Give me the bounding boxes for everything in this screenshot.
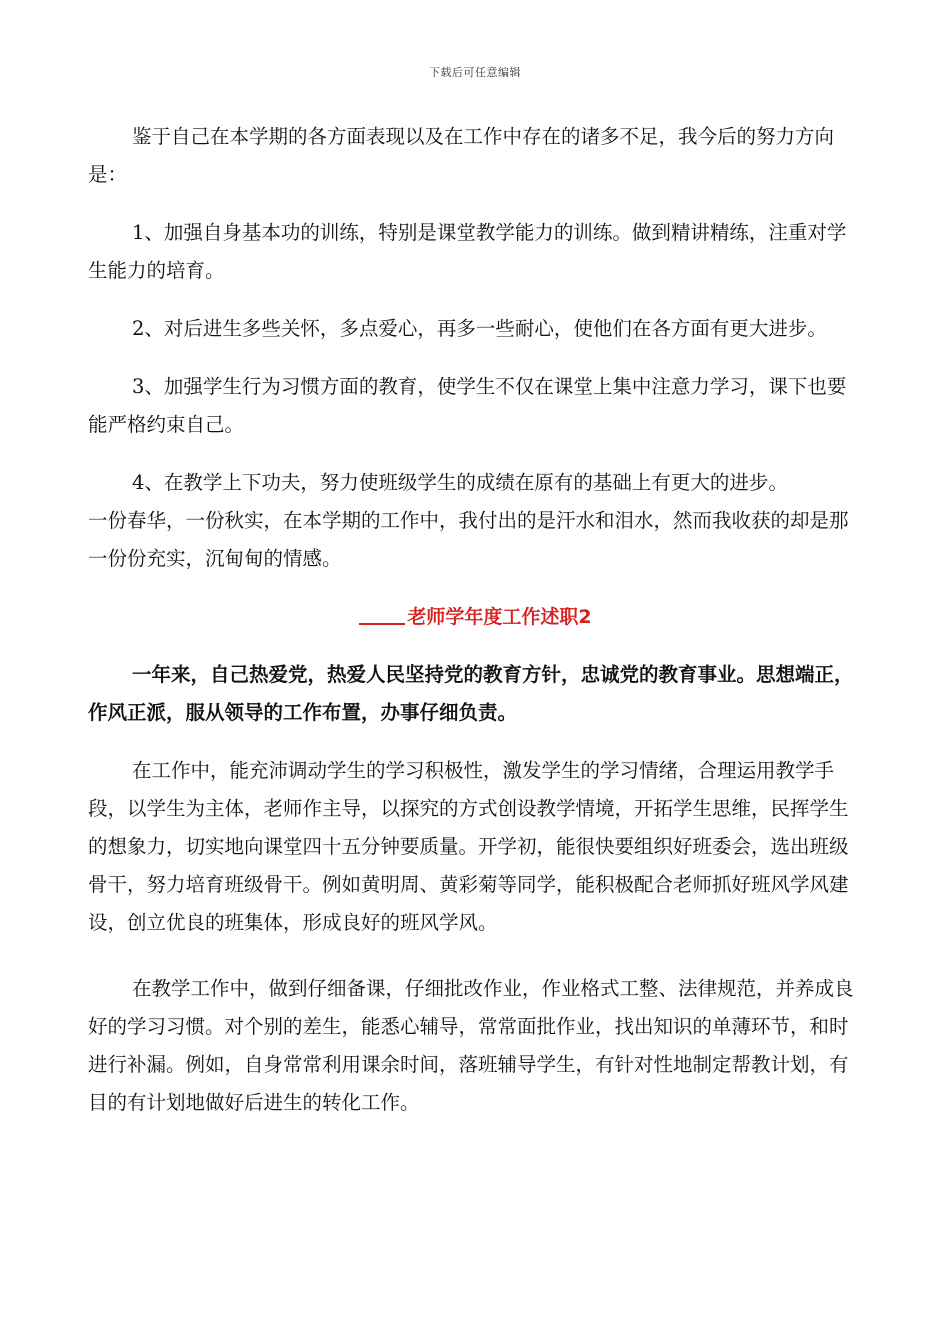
body-paragraph: 在工作中，能充沛调动学生的学习积极性，激发学生的学习情绪，合理运用教学手段，以学生为主体，老师作主导，以探究的方式创设教学情境，开拓学生思维，民挥学生的想象力，切实地向课堂四十五分钟要质量。开学初，能很快要组织好班委会，选出班级骨干，努力培育班级骨干。例如黄明周、黄彩菊等同学，能积极配合老师抓好班风学风建设，创立优良的班集体，形成良好的班风学风。 [88, 759, 849, 934]
list-item: 2、对后进生多些关怀，多点爱心，再多一些耐心，使他们在各方面有更大进步。 [132, 317, 827, 340]
title-blank-line [359, 605, 405, 625]
page-header-note: 下载后可任意编辑 [429, 66, 521, 79]
section-title [88, 598, 863, 636]
document-body [88, 118, 863, 1122]
intro-paragraph: 鉴于自己在本学期的各方面表现以及在工作中存在的诸多不足，我今后的努力方向是： [88, 125, 835, 186]
closing-paragraph: 一份春华，一份秋实，在本学期的工作中，我付出的是汗水和泪水，然而我收获的却是那一份份充实，沉甸甸的情感。 [88, 509, 849, 570]
bold-summary-paragraph: 一年来，自己热爱党，热爱人民坚持党的教育方针，忠诚党的教育事业。思想端正，作风正派，服从领导的工作布置，办事仔细负责。 [88, 663, 854, 724]
list-item: 4、在教学上下功夫，努力使班级学生的成绩在原有的基础上有更大的进步。 [132, 471, 788, 494]
section-title-text: 老师学年度工作述职2 [407, 606, 592, 628]
list-item: 3、加强学生行为习惯方面的教育，使学生不仅在课堂上集中注意力学习，课下也要能严格约束自己。 [88, 375, 847, 436]
list-item: 1、加强自身基本功的训练，特别是课堂教学能力的训练。做到精讲精练，注重对学生能力的培育。 [88, 221, 847, 282]
body-paragraph: 在教学工作中，做到仔细备课，仔细批改作业，作业格式工整、法律规范，并养成良好的学习习惯。对个别的差生，能悉心辅导，常常面批作业，找出知识的单薄环节，和时进行补漏。例如，自身常常利用课余时间，落班辅导学生，有针对性地制定帮教计划，有目的有计划地做好后进生的转化工作。 [88, 977, 854, 1114]
